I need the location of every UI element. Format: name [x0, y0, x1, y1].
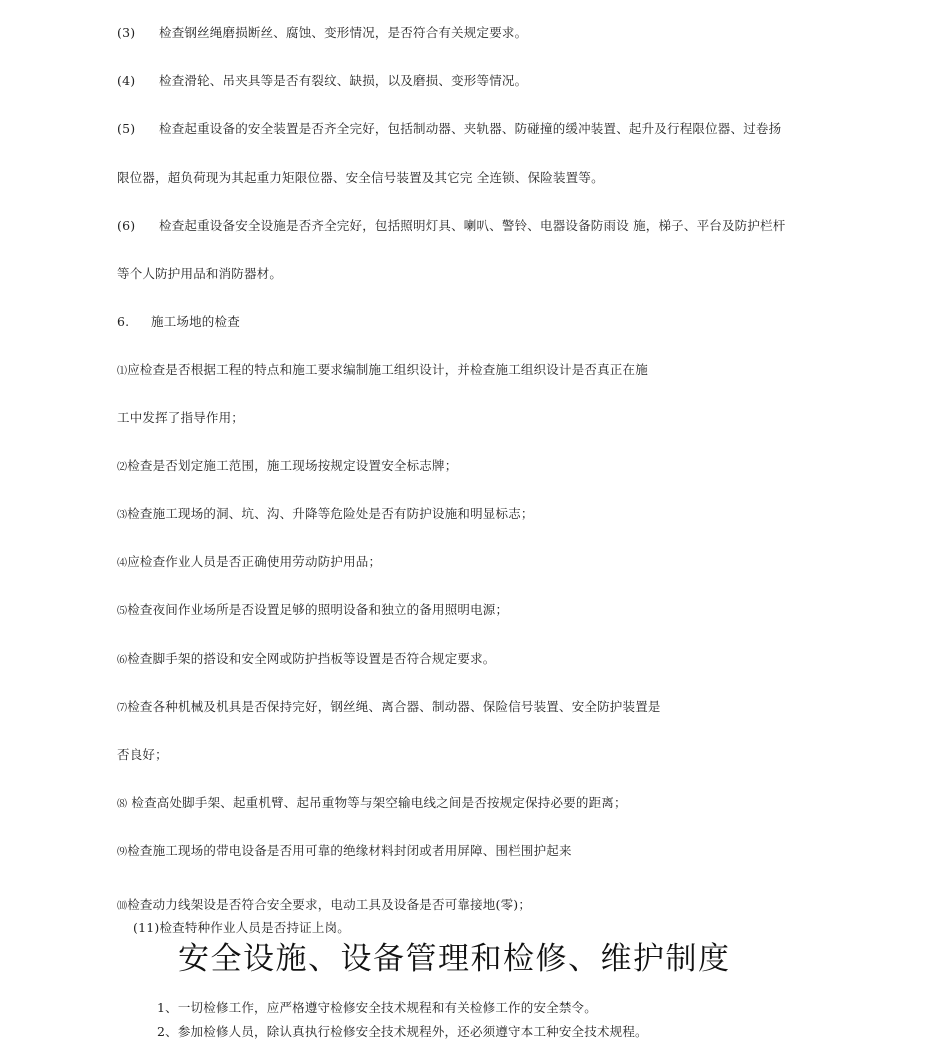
site-item-6 [117, 651, 496, 669]
item-number: (4) [117, 73, 136, 88]
site-item-5 [117, 602, 508, 620]
item-number: (11) [133, 920, 160, 935]
section-heading [117, 314, 240, 330]
section-title: 施工场地的检查 [151, 314, 240, 329]
item-6 [117, 218, 785, 234]
item-text: 检查特种作业人员是否持证上岗。 [159, 920, 350, 935]
rule-2 [157, 1024, 648, 1040]
rule-text: 参加检修人员，除认真执行检修安全技术规程外，还必须遵守本工种安全技术规程。 [177, 1024, 648, 1039]
item-number: (5) [117, 121, 136, 136]
item-text: 应检查是否根据工程的特点和施工要求编制施工组织设计，并检查施工组织设计是否真正在施 [127, 362, 648, 377]
item-text: 检查起重设备的安全装置是否齐全完好，包括制动器、夹轨器、防碰撞的缓冲装置、起升及行程限位器、过卷扬 [159, 121, 782, 136]
section-number: 6. [117, 314, 130, 329]
item-number: ⑸ [117, 606, 128, 617]
rule-text: 一切检修工作，应严格遵守检修安全技术规程和有关检修工作的安全禁令。 [177, 1000, 597, 1015]
item-text: 检查是否划定施工范围，施工现场按规定设置安全标志牌； [127, 458, 458, 473]
site-item-2 [117, 458, 457, 476]
item-text: 应检查作业人员是否正确使用劳动防护用品； [127, 554, 382, 569]
site-item-7-continuation: 否良好； [117, 747, 168, 762]
item-number: (6) [117, 218, 136, 233]
item-number: ⑴ [117, 366, 128, 377]
rule-1 [157, 1000, 597, 1016]
site-item-4 [117, 554, 381, 572]
item-number: ⑶ [117, 510, 128, 521]
rule-number: 2、 [157, 1024, 178, 1039]
item-text: 检查高处脚手架、起重机臂、起吊重物等与架空输电线之间是否按规定保持必要的距离； [127, 795, 627, 810]
item-number: ⑷ [117, 558, 128, 569]
item-text: 检查起重设备安全设施是否齐全完好，包括照明灯具、喇叭、警铃、电器设备防雨设 施，梯子、平台及防护栏杆 [159, 218, 786, 233]
item-3 [117, 25, 527, 41]
site-item-8 [117, 795, 627, 813]
item-number: ⑼ [117, 847, 128, 858]
item-text: 检查施工现场的洞、坑、沟、升降等危险处是否有防护设施和明显标志； [127, 506, 534, 521]
site-item-11 [133, 920, 350, 936]
site-item-7 [117, 699, 661, 717]
item-5-continuation: 限位器，超负荷现为其起重力矩限位器、安全信号装置及其它完 全连锁、保险装置等。 [117, 170, 604, 185]
item-text: 检查脚手架的搭设和安全网或防护挡板等设置是否符合规定要求。 [127, 651, 496, 666]
site-item-10 [117, 897, 531, 915]
item-text: 检查各种机械及机具是否保持完好，钢丝绳、离合器、制动器、保险信号装置、安全防护装置是 [127, 699, 661, 714]
item-text: 检查动力线架设是否符合安全要求，电动工具及设备是否可靠接地(零)； [127, 897, 532, 912]
item-text: 检查滑轮、吊夹具等是否有裂纹、缺损，以及磨损、变形等情况。 [159, 73, 528, 88]
item-number: ⑺ [117, 703, 128, 714]
site-item-1 [117, 362, 648, 380]
rule-number: 1、 [157, 1000, 178, 1015]
item-5 [117, 121, 781, 137]
document-title: 安全设施、设备管理和检修、维护制度 [178, 941, 731, 977]
item-text: 检查夜间作业场所是否设置足够的照明设备和独立的备用照明电源； [127, 602, 509, 617]
item-number: ⑻ [117, 799, 128, 810]
item-text: 检查钢丝绳磨损断丝、腐蚀、变形情况，是否符合有关规定要求。 [159, 25, 528, 40]
item-number: ⑵ [117, 462, 128, 473]
item-number: ⑹ [117, 655, 128, 666]
item-6-continuation: 等个人防护用品和消防器材。 [117, 266, 283, 281]
item-text: 检查施工现场的带电设备是否用可靠的绝缘材料封闭或者用屏障、围栏围护起来 [127, 843, 572, 858]
item-number: ⑽ [117, 901, 128, 912]
site-item-1-continuation: 工中发挥了指导作用； [117, 410, 245, 425]
item-4 [117, 73, 527, 89]
site-item-9 [117, 843, 572, 861]
site-item-3 [117, 506, 534, 524]
item-number: (3) [117, 25, 136, 40]
